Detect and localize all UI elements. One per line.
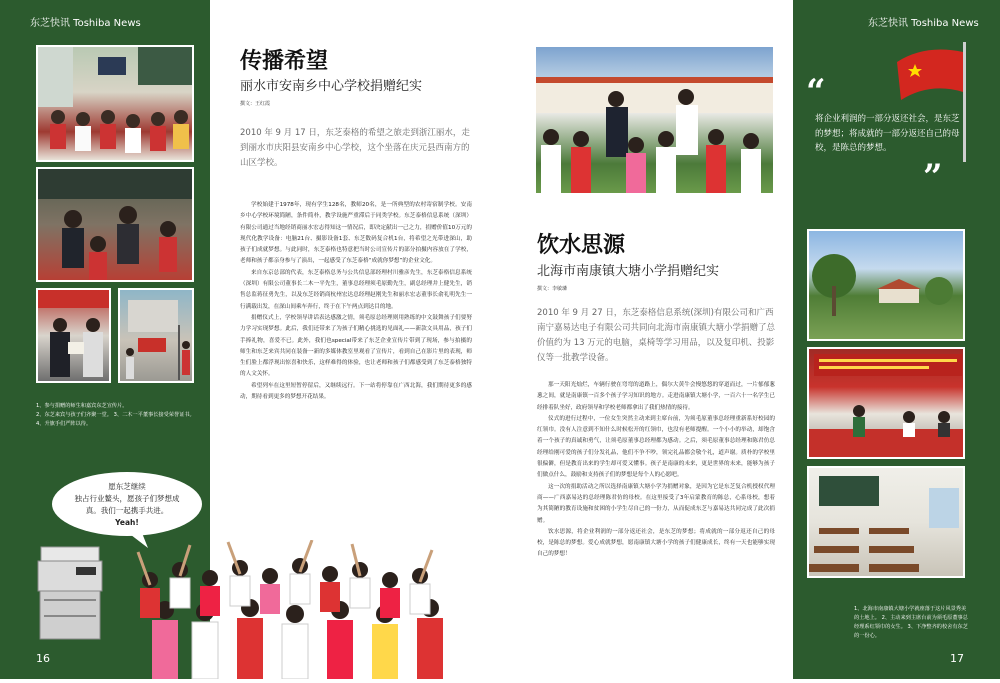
article1-paragraph: 来自东京总部的代表，东芝泰格总务与公共信息部经理村川雅彦先生，东芝泰格信息系统（深圳）有限公司董事长二木一平先生，董事总经理须毛原勤先生，副总经理井上健先生，销售总监蒋征勇先生，以及东芝经销商杭州宏达总经理赵刚先生和丽水宏志董事长俞礼明先生一行满载出发，在深山间乘车奔行，终于在下午两点到达目的地。: [240, 269, 472, 310]
award-photo-art: [38, 169, 194, 282]
dahtang-children-art: [536, 47, 773, 193]
award-photo: [36, 167, 194, 282]
flag-raising-photo: [118, 288, 194, 383]
children-crowd-photo: [130, 540, 460, 679]
left-page-number: 16: [36, 652, 50, 665]
bubble-line-4: Yeah!: [115, 518, 139, 527]
article1-body: [240, 200, 472, 403]
left-photo-caption: 1、参与捐赠的师生和嘉宾东芝宣传片。 2、东芝来宾与孩子们齐聚一堂。 3、二木一平董事长接受荣誉证书。 4、升旗手们严阵以待。: [36, 403, 195, 427]
flag-raising-photo-art: [120, 290, 194, 383]
article1-lead: 2010 年 9 月 17 日，东芝泰格的希望之旅走到浙江丽水，走到丽水市庆阳县安南乡中心学校，这个坐落在庆元县西南方的山区学校。: [240, 128, 470, 168]
article1-paragraph: 学校始建于1978年，现有学生128名，教师20名，是一所典型的农村寄宿制学校。安南乡中心学校环境简陋，条件简朴，教学设施严重滞后于同类学校。东芝泰格信息系统（深圳）有限公司通过当地经销商丽水宏志得知这一情况后，即决定献出一己之力，捐赠价值10万元的现代化教学设备：电脑21台、摄影设备1套、东芝数码复合机1台，将希望之光带进深山，助孩子们成就梦想。与此同时，东芝泰格也特意把当时公司宣传片的部分拍摄内容放在了学校，老师和孩子都亲身参与了演出，一起感受了东芝泰格“成就你梦想”的企业文化。: [240, 202, 472, 265]
article2-subtitle: 北海市南康镇大塘小学捐赠纪实: [537, 264, 720, 279]
dahtang-children-photo: [536, 47, 773, 193]
quote-text: 将企业利润的一部分返还社会，是东芝的梦想；将成就的一部分返还自己的母校，是陈总的梦想。: [815, 114, 960, 153]
article1-paragraph: 捐赠仪式上，学校领导讲话表达感激之情，须毛原总经理则用熟练的中文鼓舞孩子们要努力学习实现梦想。此后，我们还带来了为孩子们精心挑选的见面礼——新款文具用品，孩子们手捧礼物，喜爱不已。此外，我们也special带来了东芝企业宣传片带到了现场，参与拍摄的师生和东芝来宾共同在装备一新的多媒体教室里观看了宣传片，看到自己在影片里的表现，师生们脸上都浮现出惊喜和快乐，这样难得的体验，也让老师和孩子们都感受到了东芝泰格独特的人文关怀。: [240, 314, 472, 378]
bubble-line-3: 真。我们一起携手共进。: [85, 506, 169, 515]
ceremony-photo-art: [809, 349, 965, 459]
article1-paragraph: 希望列车在这里短暂停留后，又继续远行。下一站将停靠在广西北海，我们期待更多的感动，期待看到更多的梦想开花结果。: [240, 382, 472, 401]
classroom-desks-art: [809, 468, 965, 578]
article2-body: [537, 380, 775, 561]
article2-paragraph: 这一次的捐助活动之所以选择南康镇大塘小学为捐赠对象，是因为它是东芝复合机授权代理商——广西嘉易达的总经理陈君仿的母校。在这里接受了3年启蒙教育的陈总，心系母校，想着为其简陋的教育设施和贫困的小学生尽自己的一份力，从而促成东芝与嘉易达共同完成了此次捐赠。: [537, 483, 775, 524]
article2-paragraph: 那一天阳光灿烂，车辆行驶在弯弯的道路上，偶尔大黄牛会慢悠悠的穿道而过，一片郁郁葱葱之间，就是南康镇一百多个孩子学习知识的地方。走进南康镇大塘小学，一百六十一名学生已经排着队坐好，政府领导和学校老师都拿出了我们热情的接待。: [537, 382, 775, 411]
bubble-line-2: 独占行业鳌头，愿孩子们梦想成: [74, 494, 180, 503]
article2-paragraph: 饮水思源，将企业利润的一部分返还社会，是东芝的梦想；将成就的一部分返还自己的母校，是陈总的梦想。爱心成就梦想，愿南康镇大塘小学的孩子们健康成长，终有一天也能够实现自己的梦想！: [537, 528, 775, 558]
village-landscape-art: [809, 231, 965, 341]
article2-lead: 2010 年 9 月 27 日，东芝泰格信息系统(深圳)有限公司和广西南宁嘉易达电子有限公司共同向北海市南康镇大塘小学捐赠了总价值约为 13 万元的电脑，桌椅等学习用品，以及复印机、投影仪等一批教学设备。: [537, 308, 776, 363]
certificate-photo-art: [38, 290, 111, 383]
right-header: 东芝快讯 Toshiba News: [868, 18, 979, 29]
article1-subtitle: 丽水市安南乡中心学校捐赠纪实: [240, 79, 423, 94]
bubble-line-1: 愿东芝继续: [108, 482, 146, 491]
children-crowd-art: [130, 540, 460, 679]
right-photo-caption: 1、北海市南康镇大塘小学就座落于这片风景秀美的土地上。 2、主动来到主席台前为须毛原董事总经理系红领巾的女生。 3、下净整齐的校舍有东芝的一份心。: [854, 606, 968, 639]
classroom-photo: [36, 45, 194, 162]
ceremony-photo: [807, 347, 965, 459]
classroom-desks-photo: [807, 466, 965, 578]
village-landscape-photo: [807, 229, 965, 341]
article2-byline: 撰文：李敏璘: [537, 286, 568, 292]
right-page-number: 17: [950, 652, 964, 665]
article2-title: 饮水思源: [537, 233, 626, 258]
speech-bubble: [52, 472, 202, 536]
copier-image: [36, 545, 104, 643]
certificate-photo: [36, 288, 111, 383]
quote-close-mark: ”: [923, 157, 943, 197]
article1-byline: 撰文：王红霞: [240, 101, 271, 107]
quote-open-mark: “: [806, 72, 826, 112]
classroom-photo-art: [38, 47, 194, 162]
copier-art: [36, 545, 104, 643]
left-header: 东芝快讯 Toshiba News: [30, 18, 141, 29]
article2-paragraph: 仪式的进行过程中，一位女生突然主动来到主席台前，为须毛原董事总经理重新系好校园的红领巾。没有人注意到不知什么时候松开的红领巾，也没有老师提醒。一个小小的举动，却饱含着一个孩子的真诚和勇气，让须毛原董事总经理都为感动。之后，须毛原董事总经理和陈君仿总经理给刚可爱的孩子们分发礼品，他们不争不吵，领完礼品都会敬个礼，道声谢。质朴的学校里很偏僻，但是教育出来的学生却可爱又懂事。孩子是南康的未来，更是世界的未来，能够为孩子们做点什么，鼓励和支持孩子们的梦想是每个人的心愿吧。: [537, 415, 775, 479]
article1-title: 传播希望: [240, 49, 329, 74]
